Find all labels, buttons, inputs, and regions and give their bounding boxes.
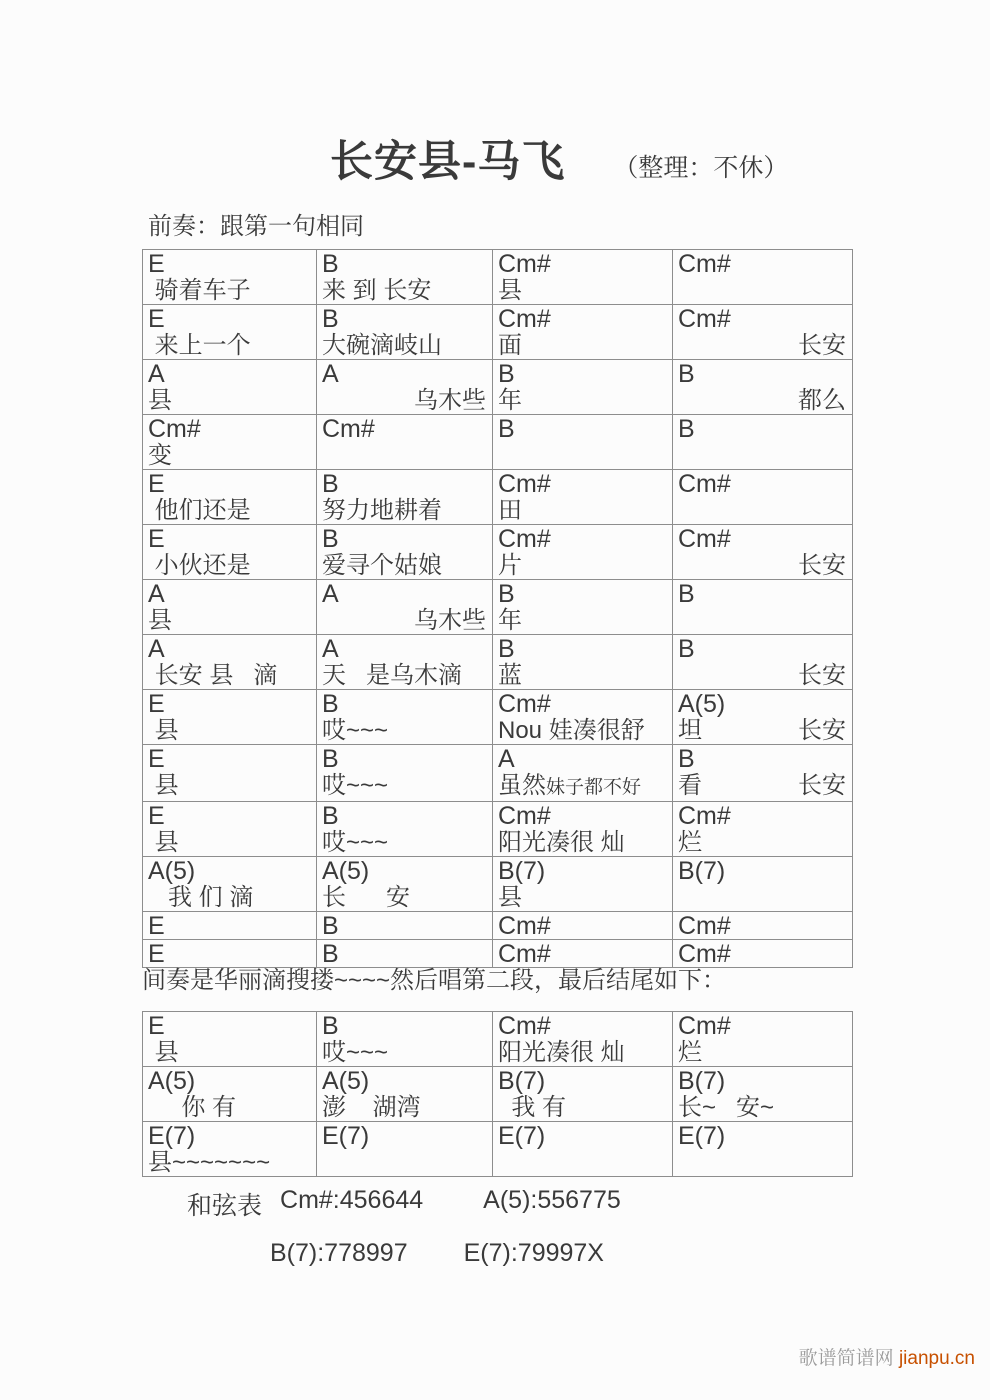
- lyric-text-right: 乌木些: [414, 607, 486, 634]
- chord-cell: [143, 415, 317, 470]
- chord-label: A: [498, 745, 515, 773]
- lyric-line: [498, 884, 672, 911]
- lyric-text-right: 都么: [798, 387, 846, 414]
- chord-cell: [673, 802, 853, 857]
- lyric-text: 他们还是: [148, 497, 251, 524]
- chord-label: Cm#: [678, 912, 731, 940]
- chord-label: E: [148, 1012, 165, 1040]
- chord-label: B: [678, 360, 695, 388]
- chord-cell: [317, 912, 493, 940]
- chord-cell: [493, 1012, 673, 1067]
- chord-cell: [673, 912, 853, 940]
- chord-cell: [673, 525, 853, 580]
- ending-chord-table: [142, 1011, 853, 1177]
- lyric-text: 长 安: [322, 884, 411, 911]
- chord-label: E: [148, 305, 165, 333]
- lyric-line: [148, 497, 316, 524]
- lyric-text: 县: [498, 884, 522, 911]
- chord-label: A: [148, 360, 165, 388]
- lyric-text: 阳光凑很 灿: [498, 1039, 625, 1066]
- lyric-text: 县: [148, 607, 172, 634]
- chord-label: Cm#: [498, 470, 551, 498]
- verse-chord-table-body: [143, 250, 853, 968]
- chord-row: [143, 1012, 853, 1067]
- chord-label: B: [322, 470, 339, 498]
- page-title: 长安县-马飞: [330, 138, 566, 186]
- chord-label: Cm#: [498, 690, 551, 718]
- chord-cell: [673, 250, 853, 305]
- lyric-line: [148, 332, 316, 359]
- chord-cell: [673, 1012, 853, 1067]
- lyric-line: [148, 277, 316, 304]
- lyric-line: [498, 717, 672, 744]
- chord-label: E: [148, 470, 165, 498]
- chord-cell: [673, 1067, 853, 1122]
- lyric-text: 哎~~~: [322, 717, 389, 744]
- chord-label: B: [678, 745, 695, 773]
- lyric-line: [322, 1094, 492, 1121]
- lyric-line: [322, 552, 492, 579]
- lyric-text: 县: [148, 772, 179, 799]
- chord-cell: [493, 690, 673, 745]
- lyric-text-right: 长安: [798, 717, 846, 744]
- chord-cell: [143, 470, 317, 525]
- chord-cell: [143, 802, 317, 857]
- chord-cell: [317, 802, 493, 857]
- chord-cell: [317, 580, 493, 635]
- lyric-line: [148, 717, 316, 744]
- chord-label: Cm#: [678, 940, 731, 968]
- chord-label: B: [678, 415, 695, 443]
- chord-row: [143, 912, 853, 940]
- chord-cell: [317, 745, 493, 802]
- chord-reference-label: 和弦表: [187, 1192, 263, 1220]
- lyric-text-right: 长安: [798, 552, 846, 579]
- chord-label: Cm#: [678, 470, 731, 498]
- chord-label: A(5): [322, 1067, 370, 1095]
- chord-label: A: [322, 360, 339, 388]
- chord-cell: [143, 690, 317, 745]
- chord-cell: [143, 745, 317, 802]
- lyric-line: [498, 772, 672, 801]
- chord-label: B: [322, 525, 339, 553]
- chord-label: B: [322, 1012, 339, 1040]
- chord-cell: [317, 360, 493, 415]
- lyric-text: 县: [148, 829, 179, 856]
- lyric-line: [322, 332, 492, 359]
- lyric-text: 虽然妹子都不好: [498, 772, 642, 799]
- chord-label: Cm#: [148, 415, 201, 443]
- chord-fingering: A(5):556775: [483, 1186, 621, 1214]
- lyric-text: 面: [498, 332, 522, 359]
- title-row: [330, 128, 788, 189]
- lyric-line: [678, 1039, 852, 1066]
- lyric-text: 年: [498, 387, 522, 414]
- lyric-line: [322, 387, 492, 414]
- chord-label: Cm#: [678, 305, 731, 333]
- lyric-line: [678, 829, 852, 856]
- lyric-line: [148, 772, 316, 799]
- chord-row: [143, 250, 853, 305]
- chord-label: Cm#: [678, 525, 731, 553]
- chord-label: B: [322, 912, 339, 940]
- chord-cell: [317, 305, 493, 360]
- chord-fingering: B(7):778997: [270, 1239, 408, 1267]
- chord-fingering: Cm#:456644: [280, 1186, 424, 1214]
- chord-cell: [493, 580, 673, 635]
- chord-label: Cm#: [678, 250, 731, 278]
- chord-label: Cm#: [498, 525, 551, 553]
- lyric-line: [322, 717, 492, 744]
- chord-row: [143, 360, 853, 415]
- lyric-text: 片: [498, 552, 522, 579]
- chord-label: A: [148, 580, 165, 608]
- chord-cell: [317, 525, 493, 580]
- chord-label: B: [498, 635, 515, 663]
- chord-cell: [143, 525, 317, 580]
- chord-cell: [317, 690, 493, 745]
- chord-cell: [493, 525, 673, 580]
- lyric-line: [498, 829, 672, 856]
- chord-cell: [317, 1122, 493, 1177]
- ending-chord-table-body: [143, 1012, 853, 1177]
- lyric-text: 县: [148, 1039, 179, 1066]
- lyric-line: [322, 607, 492, 634]
- chord-row: [143, 1067, 853, 1122]
- chord-label: E(7): [678, 1122, 726, 1150]
- chord-cell: [493, 305, 673, 360]
- lyric-text: 小伙还是: [148, 552, 251, 579]
- chord-reference-line-2: [270, 1239, 604, 1268]
- chord-row: [143, 802, 853, 857]
- chord-cell: [493, 912, 673, 940]
- lyric-text: 县: [148, 387, 172, 414]
- chord-reference-line-1: [187, 1186, 621, 1222]
- lyric-text: 蓝: [498, 662, 522, 689]
- lyric-line: [148, 829, 316, 856]
- chord-cell: [143, 1067, 317, 1122]
- chord-label: A(5): [322, 857, 370, 885]
- chord-row: [143, 470, 853, 525]
- chord-label: Cm#: [322, 415, 375, 443]
- chord-cell: [143, 360, 317, 415]
- chord-label: B: [498, 415, 515, 443]
- lyric-line: [148, 1039, 316, 1066]
- lyric-text-small: 妹子都不好: [546, 777, 642, 798]
- lyric-line: [498, 1039, 672, 1066]
- chord-cell: [493, 360, 673, 415]
- chord-label: B: [322, 745, 339, 773]
- lyric-line: [148, 552, 316, 579]
- lyric-text: 变: [148, 442, 172, 469]
- lyric-text: 哎~~~: [322, 829, 389, 856]
- lyric-line: [148, 662, 316, 689]
- chord-label: E: [148, 525, 165, 553]
- chord-cell: [673, 305, 853, 360]
- lyric-line: [148, 884, 316, 911]
- lyric-text: 哎~~~: [322, 772, 389, 799]
- lyric-line: [498, 1094, 672, 1121]
- lyric-line: [322, 497, 492, 524]
- chord-label: A: [322, 580, 339, 608]
- chord-label: B(7): [498, 857, 546, 885]
- lyric-text: 长安 县 滴: [148, 662, 278, 689]
- chord-cell: [143, 635, 317, 690]
- chord-cell: [673, 360, 853, 415]
- chord-label: B: [322, 940, 339, 968]
- lyric-text: 我 有: [498, 1094, 567, 1121]
- chord-row: [143, 580, 853, 635]
- lyric-text: 努力地耕着: [322, 497, 442, 524]
- chord-label: Cm#: [678, 802, 731, 830]
- lyric-text: 来 到 长安: [322, 277, 432, 304]
- chord-row: [143, 690, 853, 745]
- page-title-annotation: （整理：不休）: [613, 154, 789, 182]
- chord-row: [143, 415, 853, 470]
- lyric-text: 长~ 安~: [678, 1094, 775, 1121]
- chord-row: [143, 745, 853, 802]
- chord-cell: [317, 470, 493, 525]
- chord-label: B: [678, 635, 695, 663]
- chord-row: [143, 635, 853, 690]
- lyric-text: 县~~~~~~~: [148, 1149, 271, 1176]
- chord-cell: [317, 250, 493, 305]
- chord-cell: [493, 745, 673, 802]
- chord-label: Cm#: [498, 305, 551, 333]
- lyric-line: [148, 607, 316, 634]
- chord-cell: [673, 580, 853, 635]
- chord-cell: [143, 1122, 317, 1177]
- lyric-text-right: 乌木些: [414, 387, 486, 414]
- lyric-text: 大碗滴岐山: [322, 332, 442, 359]
- intro-note: 前奏：跟第一句相同: [148, 213, 364, 240]
- lyric-line: [498, 277, 672, 304]
- chord-label: B: [498, 360, 515, 388]
- lyric-text: 天 是乌木滴: [322, 662, 463, 689]
- chord-cell: [673, 635, 853, 690]
- lyric-text: 哎~~~: [322, 1039, 389, 1066]
- chord-label: E: [148, 250, 165, 278]
- lyric-text: 澎 湖湾: [322, 1094, 421, 1121]
- chord-cell: [493, 250, 673, 305]
- lyric-line: [498, 662, 672, 689]
- lyric-line: [148, 387, 316, 414]
- lyric-line: [498, 332, 672, 359]
- chord-row: [143, 857, 853, 912]
- chord-label: E(7): [148, 1122, 196, 1150]
- lyric-text: 烂: [678, 829, 702, 856]
- lyric-line: [678, 772, 852, 799]
- lyric-line: [498, 497, 672, 524]
- chord-label: Cm#: [498, 912, 551, 940]
- chord-label: E: [148, 940, 165, 968]
- chord-label: E(7): [322, 1122, 370, 1150]
- chord-cell: [317, 415, 493, 470]
- lyric-text: 骑着车子: [148, 277, 251, 304]
- lyric-line: [678, 552, 852, 579]
- lyric-line: [678, 717, 852, 744]
- verse-chord-table: [142, 249, 853, 968]
- lyric-line: [678, 662, 852, 689]
- chord-cell: [143, 305, 317, 360]
- chord-cell: [317, 857, 493, 912]
- chord-cell: [143, 912, 317, 940]
- chord-label: Cm#: [498, 940, 551, 968]
- chord-cell: [317, 1012, 493, 1067]
- chord-cell: [493, 802, 673, 857]
- chord-row: [143, 525, 853, 580]
- chord-label: B: [322, 250, 339, 278]
- lyric-line: [498, 607, 672, 634]
- chord-cell: [673, 1122, 853, 1177]
- chord-label: B(7): [498, 1067, 546, 1095]
- chord-cell: [493, 415, 673, 470]
- lyric-line: [498, 387, 672, 414]
- chord-label: A(5): [678, 690, 726, 718]
- chord-label: E: [148, 802, 165, 830]
- lyric-text: 县: [148, 717, 179, 744]
- chord-cell: [493, 1067, 673, 1122]
- lyric-text: 来上一个: [148, 332, 251, 359]
- interlude-note: 间奏是华丽滴搜搂~~~~然后唱第二段，最后结尾如下：: [142, 967, 727, 994]
- chord-label: B: [322, 690, 339, 718]
- chord-label: E: [148, 690, 165, 718]
- chord-cell: [673, 415, 853, 470]
- lyric-text: 爱寻个姑娘: [322, 552, 442, 579]
- chord-label: B: [322, 305, 339, 333]
- lyric-text: Nou 娃凑很舒: [498, 717, 645, 744]
- chord-label: Cm#: [678, 1012, 731, 1040]
- watermark-site-name: 歌谱简谱网: [798, 1348, 899, 1369]
- lyric-text-right: 长安: [798, 772, 846, 799]
- chord-fingering: E(7):79997X: [463, 1239, 604, 1267]
- chord-row: [143, 1122, 853, 1177]
- chord-cell: [673, 857, 853, 912]
- chord-cell: [493, 635, 673, 690]
- lyric-text-right: 长安: [798, 332, 846, 359]
- lyric-line: [322, 1039, 492, 1066]
- lyric-line: [678, 1094, 852, 1121]
- lyric-line: [322, 277, 492, 304]
- chord-label: B: [498, 580, 515, 608]
- chord-cell: [143, 857, 317, 912]
- chord-row: [143, 305, 853, 360]
- chord-cell: [317, 1067, 493, 1122]
- chord-label: B: [678, 580, 695, 608]
- lyric-line: [678, 387, 852, 414]
- watermark-site-url: jianpu.cn: [898, 1348, 975, 1369]
- chord-label: A: [322, 635, 339, 663]
- chord-label: E: [148, 912, 165, 940]
- watermark: [778, 1321, 975, 1392]
- lyric-line: [322, 772, 492, 799]
- lyric-text-right: 长安: [798, 662, 846, 689]
- lyric-line: [148, 1094, 316, 1121]
- chord-label: Cm#: [498, 250, 551, 278]
- chord-label: E(7): [498, 1122, 546, 1150]
- chord-label: B(7): [678, 1067, 726, 1095]
- lyric-line: [148, 1149, 316, 1176]
- chord-label: A: [148, 635, 165, 663]
- chord-label: A(5): [148, 1067, 196, 1095]
- chord-cell: [493, 470, 673, 525]
- chord-cell: [317, 635, 493, 690]
- lyric-text: 县: [498, 277, 522, 304]
- chord-cell: [673, 470, 853, 525]
- lyric-text: 看: [678, 772, 702, 799]
- chord-cell: [143, 580, 317, 635]
- lyric-line: [322, 829, 492, 856]
- chord-label: Cm#: [498, 802, 551, 830]
- chord-cell: [143, 250, 317, 305]
- chord-cell: [673, 745, 853, 802]
- lyric-text: 田: [498, 497, 522, 524]
- chord-label: Cm#: [498, 1012, 551, 1040]
- lyric-text: 你 有: [148, 1094, 237, 1121]
- lyric-line: [322, 884, 492, 911]
- lyric-line: [678, 332, 852, 359]
- chord-cell: [673, 690, 853, 745]
- chord-label: E: [148, 745, 165, 773]
- lyric-text: 年: [498, 607, 522, 634]
- chord-label: B: [322, 802, 339, 830]
- lyric-text: 坦: [678, 717, 702, 744]
- chord-cell: [143, 1012, 317, 1067]
- chord-cell: [493, 857, 673, 912]
- lyric-text: 阳光凑很 灿: [498, 829, 625, 856]
- lyric-line: [322, 662, 492, 689]
- lyric-line: [498, 552, 672, 579]
- lyric-line: [148, 442, 316, 469]
- chord-label: B(7): [678, 857, 726, 885]
- chord-cell: [493, 1122, 673, 1177]
- chord-label: A(5): [148, 857, 196, 885]
- lyric-text: 烂: [678, 1039, 702, 1066]
- lyric-text: 我 们 滴: [148, 884, 254, 911]
